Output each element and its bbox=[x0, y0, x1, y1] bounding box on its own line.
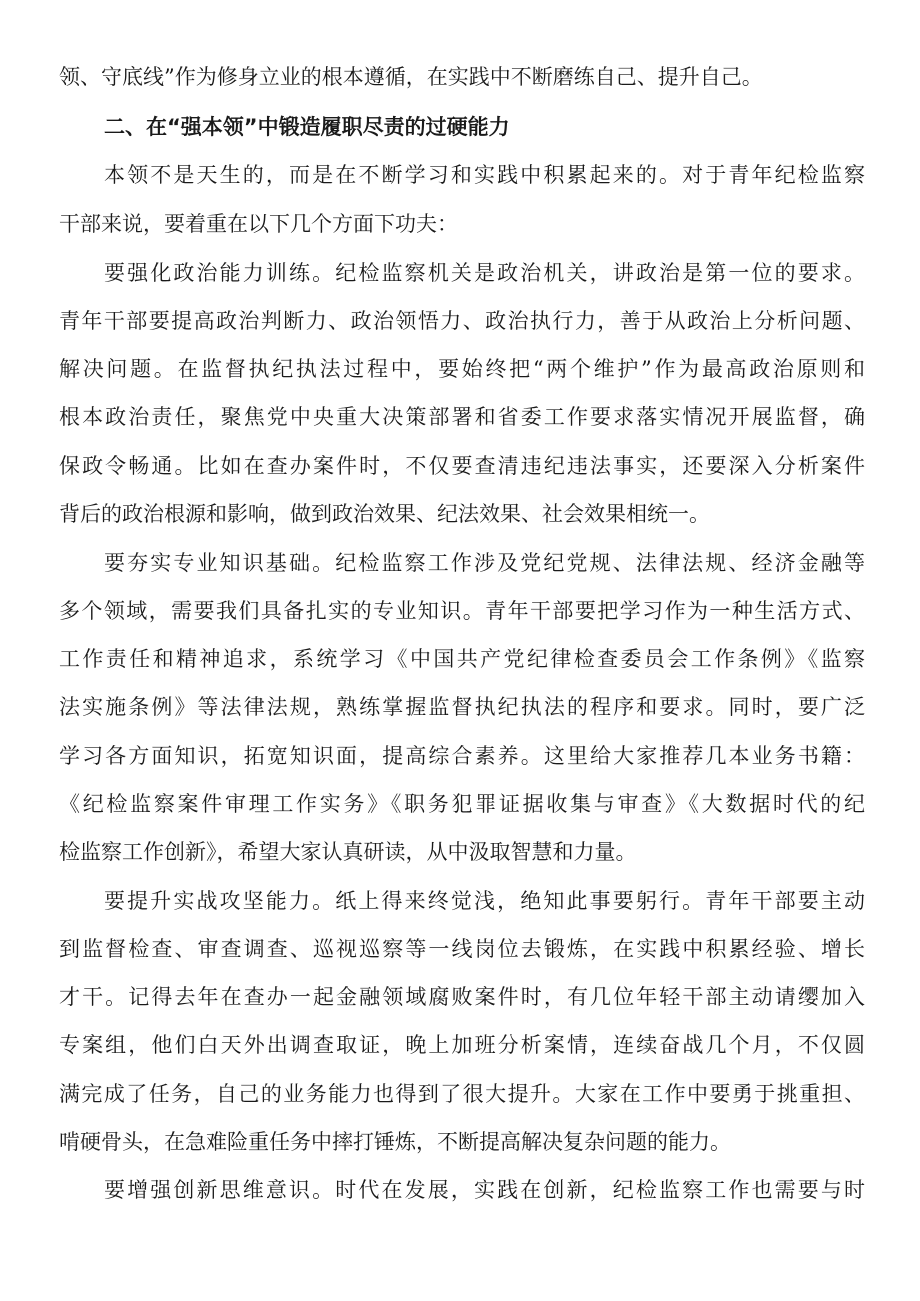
section-heading: 二、在“强本领”中锻造履职尽责的过硬能力 bbox=[104, 115, 510, 139]
paragraph-line: 要强化政治能力训练。纪检监察机关是政治机关，讲政治是第一位的要求。 bbox=[104, 261, 865, 285]
paragraph-line: 青年干部要提高政治判断力、政治领悟力、政治执行力，善于从政治上分析问题、 bbox=[59, 309, 865, 333]
paragraph-line: 干部来说，要着重在以下几个方面下功夫： bbox=[59, 212, 458, 236]
paragraph-line: 啃硬骨头，在急难险重任务中摔打锤炼，不断提高解决复杂问题的能力。 bbox=[59, 1130, 731, 1154]
paragraph-line: 领、守底线”作为修身立业的根本遵循，在实践中不断磨练自己、提升自己。 bbox=[59, 65, 763, 89]
paragraph-line: 根本政治责任，聚焦党中央重大决策部署和省委工作要求落实情况开展监督，确 bbox=[59, 405, 865, 429]
paragraph-line: 法实施条例》等法律法规，熟练掌握监督执纪执法的程序和要求。同时，要广泛 bbox=[59, 695, 865, 719]
paragraph-line: 才干。记得去年在查办一起金融领域腐败案件时，有几位年轻干部主动请缨加入 bbox=[59, 985, 865, 1009]
paragraph-line: 专案组，他们白天外出调查取证，晚上加班分析案情，连续奋战几个月，不仅圆 bbox=[59, 1033, 865, 1057]
paragraph-line: 要增强创新思维意识。时代在发展，实践在创新，纪检监察工作也需要与时 bbox=[104, 1178, 865, 1202]
paragraph-line: 工作责任和精神追求，系统学习《中国共产党纪律检查委员会工作条例》《监察 bbox=[59, 647, 865, 671]
paragraph-line: 检监察工作创新》，希望大家认真研读，从中汲取智慧和力量。 bbox=[59, 840, 637, 864]
paragraph-line: 本领不是天生的，而是在不断学习和实践中积累起来的。对于青年纪检监察 bbox=[104, 163, 865, 187]
paragraph-line: 满完成了任务，自己的业务能力也得到了很大提升。大家在工作中要勇于挑重担、 bbox=[59, 1082, 865, 1106]
paragraph-line: 背后的政治根源和影响，做到政治效果、纪法效果、社会效果相统一。 bbox=[59, 502, 710, 526]
paragraph-line: 要夯实专业知识基础。纪检监察工作涉及党纪党规、法律法规、经济金融等 bbox=[104, 551, 865, 575]
paragraph-line: 学习各方面知识，拓宽知识面，提高综合素养。这里给大家推荐几本业务书籍： bbox=[59, 744, 865, 768]
paragraph-line: 到监督检查、审查调查、巡视巡察等一线岗位去锻炼，在实践中积累经验、增长 bbox=[59, 937, 865, 961]
paragraph-line: 多个领域，需要我们具备扎实的专业知识。青年干部要把学习作为一种生活方式、 bbox=[59, 599, 865, 623]
paragraph-line: 《纪检监察案件审理工作实务》《职务犯罪证据收集与审查》《大数据时代的纪 bbox=[59, 792, 865, 816]
paragraph-line: 解决问题。在监督执纪执法过程中，要始终把“两个维护”作为最高政治原则和 bbox=[59, 357, 865, 381]
paragraph-line: 保政令畅通。比如在查办案件时，不仅要查清违纪违法事实，还要深入分析案件 bbox=[59, 454, 865, 478]
paragraph-line: 要提升实战攻坚能力。纸上得来终觉浅，绝知此事要躬行。青年干部要主动 bbox=[104, 889, 865, 913]
